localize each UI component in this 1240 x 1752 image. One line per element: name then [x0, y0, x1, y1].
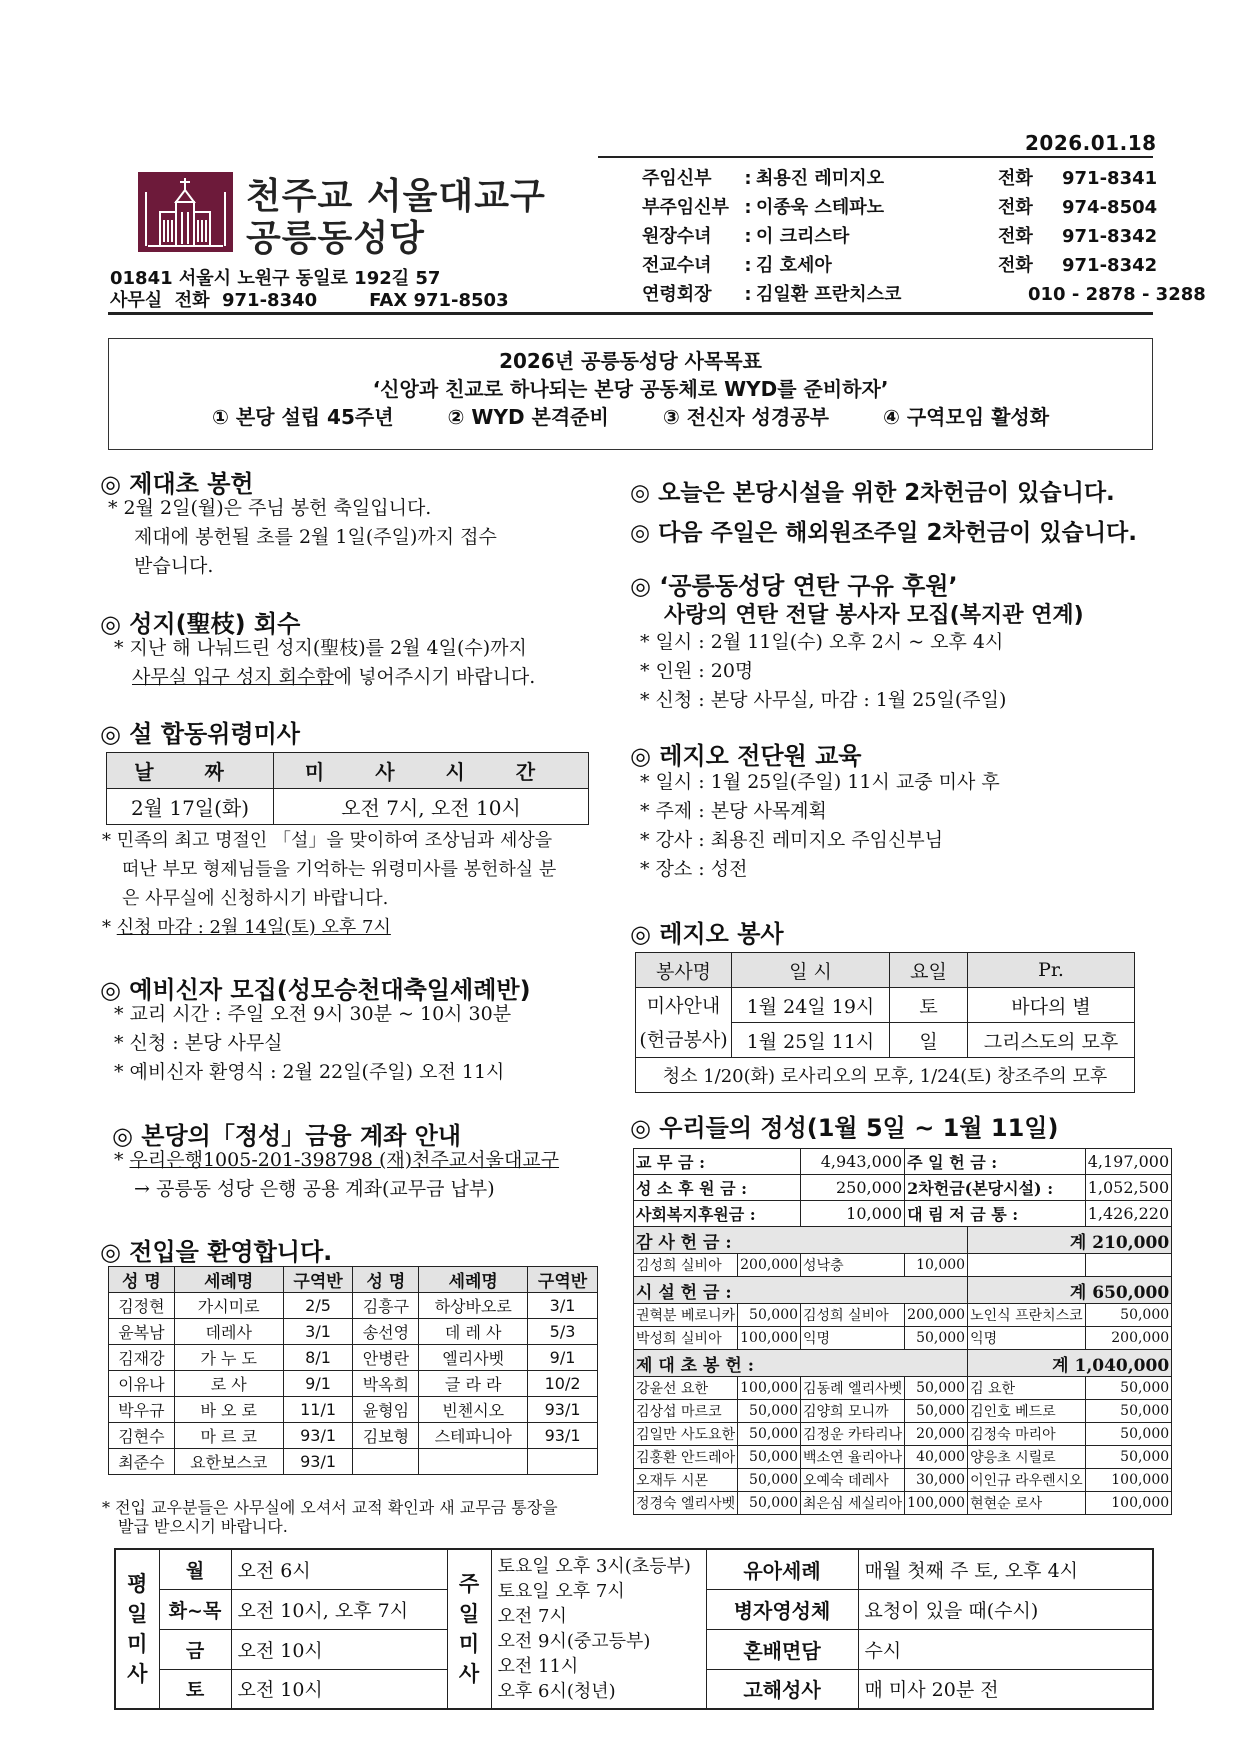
- table-cell: 김상섭 마르코: [634, 1400, 738, 1423]
- staff-row: 연령회장 : 김일환 프란치스코 010 - 2878 - 3288: [642, 280, 1206, 309]
- table-cell: 바 오 로: [174, 1397, 283, 1423]
- table-cell: 김 요한: [968, 1377, 1086, 1400]
- table-cell: 김재강: [109, 1345, 175, 1371]
- table-cell: 100,000: [1085, 1492, 1171, 1515]
- table-cell: 주 일 헌 금 :: [905, 1149, 1086, 1175]
- table-cell: 2/5: [283, 1293, 353, 1319]
- sacrament-label: 유아세례: [706, 1549, 858, 1589]
- offerings-title: ◎ 우리들의 정성(1월 5일 ~ 1월 11일): [630, 1114, 1059, 1142]
- table-cell: 감 사 헌 금 :: [634, 1227, 968, 1254]
- sacrament-label: 병자영성체: [706, 1589, 858, 1629]
- candle-title: ◎ 제대초 봉헌: [100, 470, 254, 498]
- welcome-table: [108, 1266, 598, 1475]
- table-row: [109, 1293, 598, 1319]
- table-cell: 50,000: [1085, 1377, 1171, 1400]
- offering-row: [634, 1377, 1172, 1400]
- table-cell: 익명: [968, 1327, 1086, 1350]
- table-cell: 계 650,000: [968, 1277, 1172, 1304]
- th: 일 시: [732, 953, 890, 988]
- service-pr: 바다의 별: [968, 988, 1135, 1023]
- candle-line: * 2월 2일(월)은 주님 봉헌 축일입니다.: [108, 497, 432, 519]
- catechumen-line: * 신청 : 본당 사무실: [114, 1032, 283, 1054]
- table-cell: 정경숙 엘리사벳: [634, 1492, 738, 1515]
- candle-line: 받습니다.: [134, 555, 214, 577]
- date-rule: [598, 156, 1153, 158]
- staff-row: 주임신부 : 최용진 레미지오 전화 971-8341: [642, 164, 1206, 193]
- goals-motto: ‘신앙과 친교로 하나되는 본당 공동체로 WYD를 준비하자’: [372, 377, 889, 401]
- table-row: [109, 1371, 598, 1397]
- table-cell: [528, 1449, 598, 1475]
- th: 구역반: [528, 1267, 598, 1293]
- memorial-deadline: 신청 마감 : 2월 14일(토) 오후 7시: [116, 917, 391, 938]
- table-cell: 10/2: [528, 1371, 598, 1397]
- offering-row: [634, 1254, 1172, 1277]
- church-title-line2: 공릉동성당: [246, 218, 425, 259]
- staff-tel: 974-8504: [1062, 197, 1158, 218]
- table-cell: 스테파니아: [419, 1423, 528, 1449]
- table-cell: 50,000: [738, 1446, 801, 1469]
- header-rule: [108, 312, 1153, 315]
- church-title-line1: 천주교 서울대교구: [246, 176, 546, 217]
- briquette-line: * 인원 : 20명: [640, 660, 754, 682]
- table-cell: 최은심 세실리아: [801, 1492, 905, 1515]
- welcome-title: ◎ 전입을 환영합니다.: [100, 1238, 333, 1266]
- address-line: 01841 서울시 노원구 동일로 192길 57: [110, 268, 441, 289]
- church-title: [246, 176, 546, 260]
- table-cell: 오재두 시몬: [634, 1469, 738, 1492]
- memorial-line: 은 사무실에 신청하시기 바랍니다.: [122, 888, 389, 909]
- table-cell: 안병란: [353, 1345, 419, 1371]
- table-cell: 50,000: [1085, 1400, 1171, 1423]
- sunday-time: 오전 7시: [497, 1606, 567, 1627]
- sacrament-value: 매월 첫째 주 토, 오후 4시: [858, 1549, 1153, 1589]
- legio-edu-title: ◎ 레지오 전단원 교육: [630, 742, 862, 770]
- table-cell: 11/1: [283, 1397, 353, 1423]
- table-cell: 93/1: [283, 1423, 353, 1449]
- palm-text: [114, 634, 535, 692]
- weekday-time: 오전 10시: [231, 1629, 447, 1669]
- memorial-table: [106, 752, 589, 825]
- office-contact: [110, 290, 509, 312]
- table-cell: 100,000: [738, 1327, 801, 1350]
- welcome-note-line: * 전입 교우분들은 사무실에 오셔서 교적 확인과 새 교무금 통장을: [102, 1498, 558, 1517]
- offering-summary-row: [634, 1201, 1172, 1227]
- service-day: 토: [890, 988, 968, 1023]
- account-text: [114, 1146, 559, 1204]
- bulletin-date: 2026.01.18: [1025, 131, 1157, 155]
- th: 성 명: [109, 1267, 175, 1293]
- table-row: [109, 1449, 598, 1475]
- th-date: 날 짜: [107, 753, 274, 789]
- table-cell: 송선영: [353, 1319, 419, 1345]
- staff-row: 원장수녀 : 이 크리스타 전화 971-8342: [642, 222, 1206, 251]
- table-cell: 10,000: [801, 1201, 905, 1227]
- staff-tel: 971-8341: [1062, 168, 1158, 189]
- goals-heading: 2026년 공릉동성당 사목목표: [499, 349, 762, 373]
- table-cell: 김일만 사도요한: [634, 1423, 738, 1446]
- catechumen-line: * 예비신자 환영식 : 2월 22일(주일) 오전 11시: [114, 1061, 505, 1083]
- table-cell: 김성희 실비아: [801, 1304, 905, 1327]
- table-cell: 노인식 프란치스코: [968, 1304, 1086, 1327]
- table-cell: 김정현: [109, 1293, 175, 1319]
- service-name-line: 미사안내: [646, 994, 721, 1017]
- table-cell: 김홍환 안드레아: [634, 1446, 738, 1469]
- table-header: [109, 1267, 598, 1293]
- pastoral-goals-box: [108, 338, 1153, 450]
- service-pr: 그리스도의 모후: [968, 1023, 1135, 1058]
- offering-row: [634, 1469, 1172, 1492]
- staff-row: 전교수녀 : 김 호세아 전화 971-8342: [642, 251, 1206, 280]
- table-cell: 50,000: [905, 1400, 968, 1423]
- weekday-day: 금: [159, 1629, 231, 1669]
- table-cell: 김보형: [353, 1423, 419, 1449]
- memorial-time: 오전 7시, 오전 10시: [274, 789, 589, 825]
- offering-row: [634, 1446, 1172, 1469]
- weekday-day: 토: [159, 1669, 231, 1709]
- offering-group-header: [634, 1350, 1172, 1377]
- sunday-time: 오전 9시(중고등부): [497, 1631, 651, 1652]
- table-cell: 박우규: [109, 1397, 175, 1423]
- sacrament-value: 매 미사 20분 전: [858, 1669, 1153, 1709]
- goal-item: ③ 전신자 성경공부: [662, 405, 829, 429]
- table-header: [636, 953, 1135, 988]
- table-cell: 빈첸시오: [419, 1397, 528, 1423]
- table-row: [109, 1423, 598, 1449]
- account-line: → 공릉동 성당 은행 공용 계좌(교무금 납부): [134, 1178, 495, 1200]
- staff-tel: 010 - 2878 - 3288: [1028, 284, 1206, 305]
- offering-row: [634, 1492, 1172, 1515]
- table-cell: 윤형임: [353, 1397, 419, 1423]
- legio-edu-line: * 장소 : 성전: [640, 858, 748, 880]
- palm-title: ◎ 성지(聖枝) 회수: [100, 610, 301, 638]
- table-cell: 오예숙 데레사: [801, 1469, 905, 1492]
- table-cell: 권혁분 베로니카: [634, 1304, 738, 1327]
- goals-list: [109, 403, 1152, 431]
- table-cell: [419, 1449, 528, 1475]
- offering-row: [634, 1400, 1172, 1423]
- staff-role: 전교수녀: [642, 255, 712, 276]
- table-cell: 데 레 사: [419, 1319, 528, 1345]
- offering-row: [634, 1304, 1172, 1327]
- table-row: [636, 988, 1135, 1023]
- offering-group-header: [634, 1277, 1172, 1304]
- weekday-day: 월: [159, 1549, 231, 1589]
- account-line: * 우리은행1005-201-398798 (재)천주교서울대교구: [114, 1149, 560, 1171]
- welcome-note: [102, 1498, 558, 1536]
- briquette-text: [640, 628, 1006, 715]
- briquette-title: ◎ ‘공릉동성당 연탄 구유 후원’: [630, 572, 958, 600]
- office-phone: 사무실 전화 971-8340: [110, 290, 318, 311]
- table-cell: 9/1: [283, 1371, 353, 1397]
- staff-name: 최용진 레미지오: [756, 168, 884, 189]
- table-row: [109, 1345, 598, 1371]
- table-row: [115, 1549, 1153, 1589]
- legio-edu-line: * 주제 : 본당 사목계획: [640, 800, 827, 822]
- staff-tel: 971-8342: [1062, 255, 1158, 276]
- table-cell: 성 소 후 원 금 :: [634, 1175, 801, 1201]
- sacrament-value: 수시: [858, 1629, 1153, 1669]
- table-cell: [353, 1449, 419, 1475]
- th: 요일: [890, 953, 968, 988]
- table-row: [109, 1397, 598, 1423]
- weekday-time: 오전 6시: [231, 1549, 447, 1589]
- church-logo: [138, 172, 233, 252]
- table-cell: 최준수: [109, 1449, 175, 1475]
- palm-dropbox: 사무실 입구 성지 회수함: [132, 666, 334, 688]
- table-cell: 9/1: [528, 1345, 598, 1371]
- staff-tel-label: 전화: [998, 226, 1033, 247]
- staff-name: 이 크리스타: [756, 226, 850, 247]
- staff-role: 원장수녀: [642, 226, 712, 247]
- table-cell: 김성희 실비아: [634, 1254, 738, 1277]
- table-cell: 교 무 금 :: [634, 1149, 801, 1175]
- table-cell: 200,000: [1085, 1327, 1171, 1350]
- offering-summary-row: [634, 1149, 1172, 1175]
- th: 구역반: [283, 1267, 353, 1293]
- th: 세례명: [174, 1267, 283, 1293]
- staff-row: 부주임신부 : 이종욱 스테파노 전화 974-8504: [642, 193, 1206, 222]
- catechumen-title: ◎ 예비신자 모집(성모승천대축일세례반): [100, 976, 531, 1004]
- service-day: 일: [890, 1023, 968, 1058]
- table-cell: 5/3: [528, 1319, 598, 1345]
- table-cell: 200,000: [905, 1304, 968, 1327]
- th-time: 미 사 시 간: [274, 753, 589, 789]
- offering-summary-row: [634, 1175, 1172, 1201]
- table-cell: 김정숙 마리아: [968, 1423, 1086, 1446]
- goal-item: ① 본당 설립 45주년: [211, 405, 394, 429]
- staff-tel: 971-8342: [1062, 226, 1158, 247]
- table-row: [109, 1319, 598, 1345]
- briquette-line: * 일시 : 2월 11일(수) 오후 2시 ~ 오후 4시: [640, 631, 1004, 653]
- account-title: ◎ 본당의「정성」금융 계좌 안내: [112, 1122, 462, 1150]
- table-cell: 양응초 시릴로: [968, 1446, 1086, 1469]
- table-cell: 93/1: [528, 1397, 598, 1423]
- briquette-line: * 신청 : 본당 사무실, 마감 : 1월 25일(주일): [640, 689, 1007, 711]
- sunday-mass-label: 주 일 미 사: [447, 1549, 491, 1709]
- memorial-text: [102, 826, 556, 942]
- table-cell: 100,000: [1085, 1469, 1171, 1492]
- sunday-mass-times: [491, 1549, 706, 1709]
- table-cell: 30,000: [905, 1469, 968, 1492]
- memorial-date: 2월 17일(화): [107, 789, 274, 825]
- table-cell: 박성희 실비아: [634, 1327, 738, 1350]
- table-cell: 200,000: [738, 1254, 801, 1277]
- legio-edu-line: * 강사 : 최용진 레미지오 주임신부님: [640, 829, 944, 851]
- memorial-title: ◎ 설 합동위령미사: [100, 720, 300, 748]
- table-cell: 50,000: [905, 1327, 968, 1350]
- staff-role: 부주임신부: [642, 197, 729, 218]
- table-cell: 김동례 엘리사벳: [801, 1377, 905, 1400]
- catechumen-text: [114, 1000, 511, 1087]
- service-date: 1월 24일 19시: [732, 988, 890, 1023]
- table-cell: 50,000: [738, 1423, 801, 1446]
- th: Pr.: [968, 953, 1135, 988]
- table-cell: 50,000: [738, 1304, 801, 1327]
- table-cell: 김현수: [109, 1423, 175, 1449]
- table-cell: 마 르 코: [174, 1423, 283, 1449]
- palm-line-2: [114, 663, 535, 692]
- catechumen-line: * 교리 시간 : 주일 오전 9시 30분 ~ 10시 30분: [114, 1003, 512, 1025]
- table-cell: 가 누 도: [174, 1345, 283, 1371]
- table-cell: 10,000: [905, 1254, 968, 1277]
- memorial-line: * 민족의 최고 명절인 「설」을 맞이하여 조상님과 세상을: [102, 830, 553, 851]
- table-cell: 1,052,500: [1085, 1175, 1171, 1201]
- palm-line: * 지난 해 나눠드린 성지(聖枝)를 2월 4일(수)까지: [114, 637, 527, 659]
- sunday-time: 토요일 오후 7시: [497, 1581, 625, 1602]
- table-cell: 250,000: [801, 1175, 905, 1201]
- table-cell: 50,000: [1085, 1304, 1171, 1327]
- th: 성 명: [353, 1267, 419, 1293]
- church-address: [110, 268, 509, 312]
- sacrament-label: 혼배면담: [706, 1629, 858, 1669]
- th: 봉사명: [636, 953, 732, 988]
- offering-row: [634, 1327, 1172, 1350]
- sacrament-value: 요청이 있을 때(수시): [858, 1589, 1153, 1629]
- table-cell: 제 대 초 봉 헌 :: [634, 1350, 968, 1377]
- staff-name: 이종욱 스테파노: [756, 197, 884, 218]
- staff-directory: [642, 164, 1206, 309]
- table-cell: 계 1,040,000: [968, 1350, 1172, 1377]
- legio-edu-text: [640, 768, 1000, 884]
- table-cell: 50,000: [1085, 1423, 1171, 1446]
- table-cell: 3/1: [283, 1319, 353, 1345]
- table-cell: 백소연 율리아나: [801, 1446, 905, 1469]
- table-cell: 가시미로: [174, 1293, 283, 1319]
- th: 세례명: [419, 1267, 528, 1293]
- offerings-table: [633, 1148, 1172, 1515]
- table-cell: 40,000: [905, 1446, 968, 1469]
- goal-item: ④ 구역모임 활성화: [882, 405, 1050, 429]
- staff-tel-label: 전화: [998, 168, 1033, 189]
- legio-service-table: [635, 952, 1135, 1093]
- welcome-note-line: 발급 받으시기 바랍니다.: [118, 1517, 288, 1536]
- table-cell: 100,000: [738, 1377, 801, 1400]
- table-row: [636, 1058, 1135, 1093]
- briquette-subtitle: 사랑의 연탄 전달 봉사자 모집(복지관 연계): [664, 603, 1084, 628]
- table-cell: 김양희 모니까: [801, 1400, 905, 1423]
- table-cell: 박옥희: [353, 1371, 419, 1397]
- table-cell: 8/1: [283, 1345, 353, 1371]
- palm-line-rest: 에 넣어주시기 바랍니다.: [333, 666, 536, 688]
- table-cell: 강윤선 요한: [634, 1377, 738, 1400]
- memorial-line: 떠난 부모 형제님들을 기억하는 위령미사를 봉헌하실 분: [122, 859, 557, 880]
- table-cell: 시 설 헌 금 :: [634, 1277, 968, 1304]
- cleaning-note: 청소 1/20(화) 로사리오의 모후, 1/24(토) 창조주의 모후: [636, 1058, 1135, 1093]
- table-cell: 93/1: [283, 1449, 353, 1475]
- offering-group-header: [634, 1227, 1172, 1254]
- legio-service-title: ◎ 레지오 봉사: [630, 920, 784, 948]
- table-cell: 로 사: [174, 1371, 283, 1397]
- service-name: [636, 988, 732, 1058]
- table-cell: 사회복지후원금 :: [634, 1201, 801, 1227]
- sunday-time: 오전 11시: [497, 1656, 579, 1677]
- table-cell: [1085, 1254, 1171, 1277]
- table-cell: 데레사: [174, 1319, 283, 1345]
- table-cell: 50,000: [738, 1400, 801, 1423]
- table-cell: 성낙충: [801, 1254, 905, 1277]
- service-name-line: (헌금봉사): [639, 1028, 728, 1051]
- staff-tel-label: 전화: [998, 197, 1033, 218]
- office-fax: FAX 971-8503: [369, 290, 509, 311]
- table-cell: 4,943,000: [801, 1149, 905, 1175]
- table-cell: 1,426,220: [1085, 1201, 1171, 1227]
- table-cell: 하상바오로: [419, 1293, 528, 1319]
- table-cell: 대 림 저 금 통 :: [905, 1201, 1086, 1227]
- offering-row: [634, 1423, 1172, 1446]
- table-cell: 현현순 로사: [968, 1492, 1086, 1515]
- table-cell: 김흥구: [353, 1293, 419, 1319]
- table-cell: 윤복남: [109, 1319, 175, 1345]
- table-cell: 요한보스코: [174, 1449, 283, 1475]
- table-header: [107, 753, 589, 789]
- table-cell: 4,197,000: [1085, 1149, 1171, 1175]
- memorial-deadline-line: * 신청 마감 : 2월 14일(토) 오후 7시: [102, 917, 391, 938]
- weekday-time: 오전 10시, 오후 7시: [231, 1589, 447, 1629]
- table-cell: 계 210,000: [968, 1227, 1172, 1254]
- table-cell: 100,000: [905, 1492, 968, 1515]
- table-cell: 익명: [801, 1327, 905, 1350]
- table-cell: 김정운 카타리나: [801, 1423, 905, 1446]
- table-cell: 20,000: [905, 1423, 968, 1446]
- table-cell: 엘리사벳: [419, 1345, 528, 1371]
- staff-role: 연령회장: [642, 284, 712, 305]
- next-week-notice: ◎ 다음 주일은 해외원조주일 2차헌금이 있습니다.: [630, 520, 1137, 546]
- table-row: [107, 789, 589, 825]
- table-cell: 93/1: [528, 1423, 598, 1449]
- candle-line: 제대에 봉헌될 초를 2월 1일(주일)까지 접수: [134, 526, 497, 548]
- table-cell: 50,000: [738, 1492, 801, 1515]
- goal-item: ② WYD 본격준비: [447, 405, 609, 429]
- table-cell: 이유나: [109, 1371, 175, 1397]
- table-cell: 50,000: [1085, 1446, 1171, 1469]
- weekday-mass-label: 평 일 미 사: [115, 1549, 159, 1709]
- church-icon: [138, 172, 233, 252]
- weekday-time: 오전 10시: [231, 1669, 447, 1709]
- candle-text: [108, 494, 497, 581]
- second-collection-notice: ◎ 오늘은 본당시설을 위한 2차헌금이 있습니다.: [630, 480, 1115, 506]
- staff-tel-label: 전화: [998, 255, 1033, 276]
- weekday-day: 화~목: [159, 1589, 231, 1629]
- bank-account: 우리은행1005-201-398798 (재)천주교서울대교구: [129, 1149, 560, 1171]
- table-cell: 50,000: [905, 1377, 968, 1400]
- sacrament-label: 고해성사: [706, 1669, 858, 1709]
- mass-schedule: [114, 1548, 1154, 1710]
- table-cell: 2차헌금(본당시설) :: [905, 1175, 1086, 1201]
- sunday-time: 오후 6시(청년): [497, 1681, 616, 1702]
- legio-edu-line: * 일시 : 1월 25일(주일) 11시 교중 미사 후: [640, 771, 1000, 793]
- table-cell: 50,000: [738, 1469, 801, 1492]
- table-cell: [968, 1254, 1086, 1277]
- table-cell: 3/1: [528, 1293, 598, 1319]
- table-cell: 글 라 라: [419, 1371, 528, 1397]
- table-cell: 김인호 베드로: [968, 1400, 1086, 1423]
- sunday-time: 토요일 오후 3시(초등부): [497, 1556, 691, 1577]
- staff-name: 김일환 프란치스코: [756, 284, 902, 305]
- table-cell: 이인규 라우렌시오: [968, 1469, 1086, 1492]
- staff-name: 김 호세아: [756, 255, 832, 276]
- service-date: 1월 25일 11시: [732, 1023, 890, 1058]
- staff-role: 주임신부: [642, 168, 712, 189]
